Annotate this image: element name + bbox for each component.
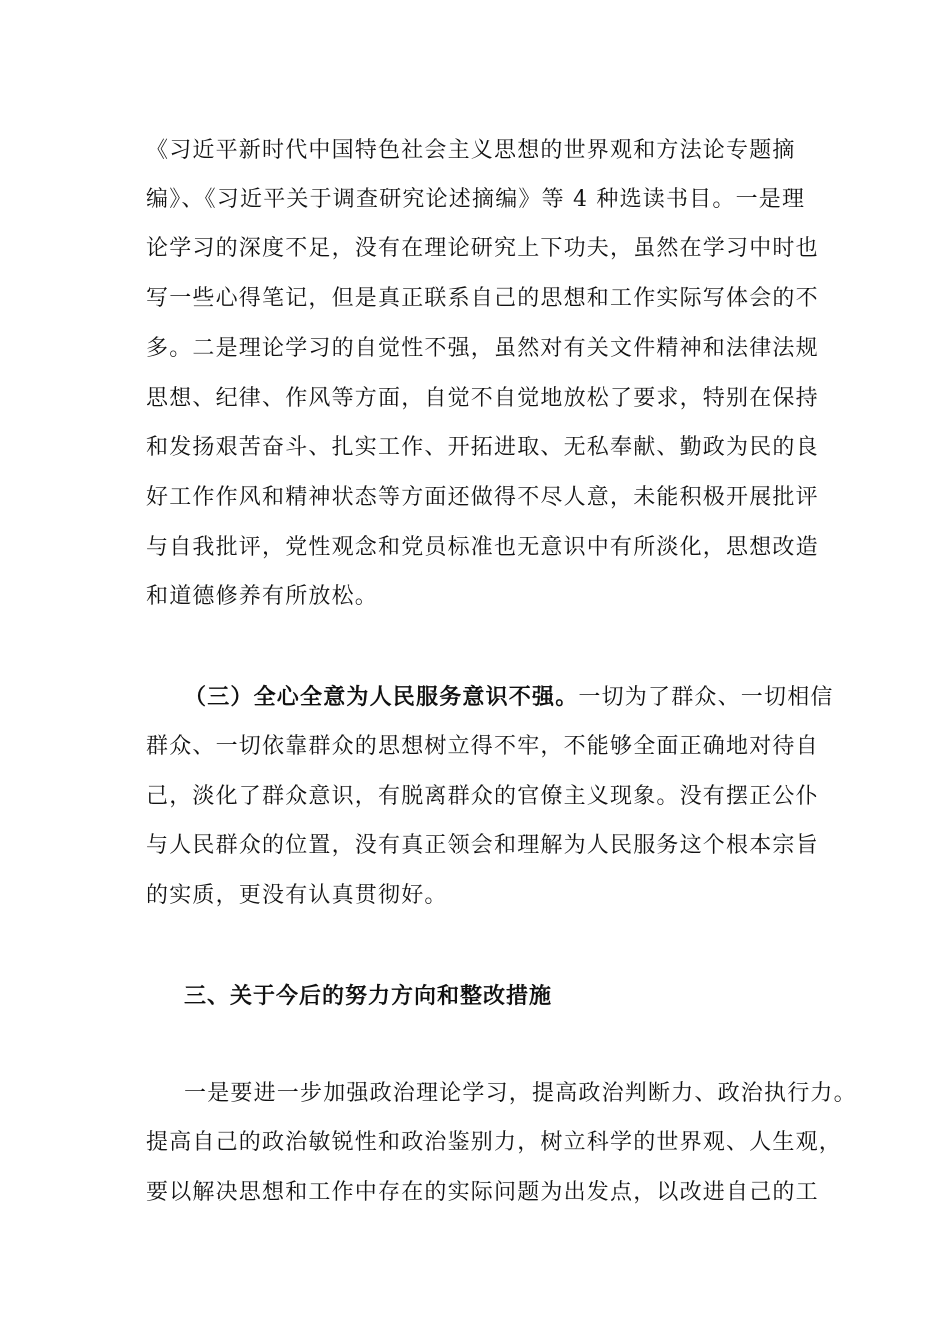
paragraph-line: 己，淡化了群众意识，有脱离群众的官僚主义现象。没有摆正公仆 (146, 784, 819, 809)
paragraph-line: 多。二是理论学习的自觉性不强，虽然对有关文件精神和法律法规 (146, 336, 819, 361)
paragraph-first-line: 一是要进一步加强政治理论学习，提高政治判断力、政治执行力。 (184, 1081, 857, 1106)
subsection-heading: （三）全心全意为人民服务意识不强。 (184, 684, 579, 710)
paragraph-line: 和道德修养有所放松。 (146, 584, 379, 609)
section-heading: 三、关于今后的努力方向和整改措施 (184, 983, 553, 1009)
paragraph-line: 编》、《习近平关于调查研究论述摘编》等 4 种选读书目。一是理 (146, 187, 806, 212)
paragraph-line: 论学习的深度不足，没有在理论研究上下功夫，虽然在学习中时也 (146, 236, 819, 261)
paragraph-text: 一切为了群众、一切相信 (578, 685, 834, 710)
paragraph-line: 群众、一切依靠群众的思想树立得不牢，不能够全面正确地对待自 (146, 734, 819, 759)
paragraph-line: 的实质，更没有认真贯彻好。 (146, 883, 448, 908)
paragraph-line: 和发扬艰苦奋斗、扎实工作、开拓进取、无私奉献、勤政为民的良 (146, 435, 819, 460)
paragraph-line: 写一些心得笔记，但是真正联系自己的思想和工作实际写体会的不 (146, 286, 819, 311)
paragraph-first-line (184, 682, 834, 713)
paragraph-line: 好工作作风和精神状态等方面还做得不尽人意，未能积极开展批评 (146, 485, 819, 510)
paragraph-line: 思想、纪律、作风等方面，自觉不自觉地放松了要求，特别在保持 (146, 386, 819, 411)
paragraph-line: 与人民群众的位置，没有真正领会和理解为人民服务这个根本宗旨 (146, 833, 819, 858)
paragraph-line: 《习近平新时代中国特色社会主义思想的世界观和方法论专题摘 (146, 138, 796, 163)
paragraph-line: 要以解决思想和工作中存在的实际问题为出发点，以改进自己的工 (146, 1180, 819, 1205)
paragraph-line: 与自我批评，党性观念和党员标准也无意识中有所淡化，思想改造 (146, 535, 819, 560)
paragraph-line: 提高自己的政治敏锐性和政治鉴别力，树立科学的世界观、人生观， (146, 1130, 843, 1155)
